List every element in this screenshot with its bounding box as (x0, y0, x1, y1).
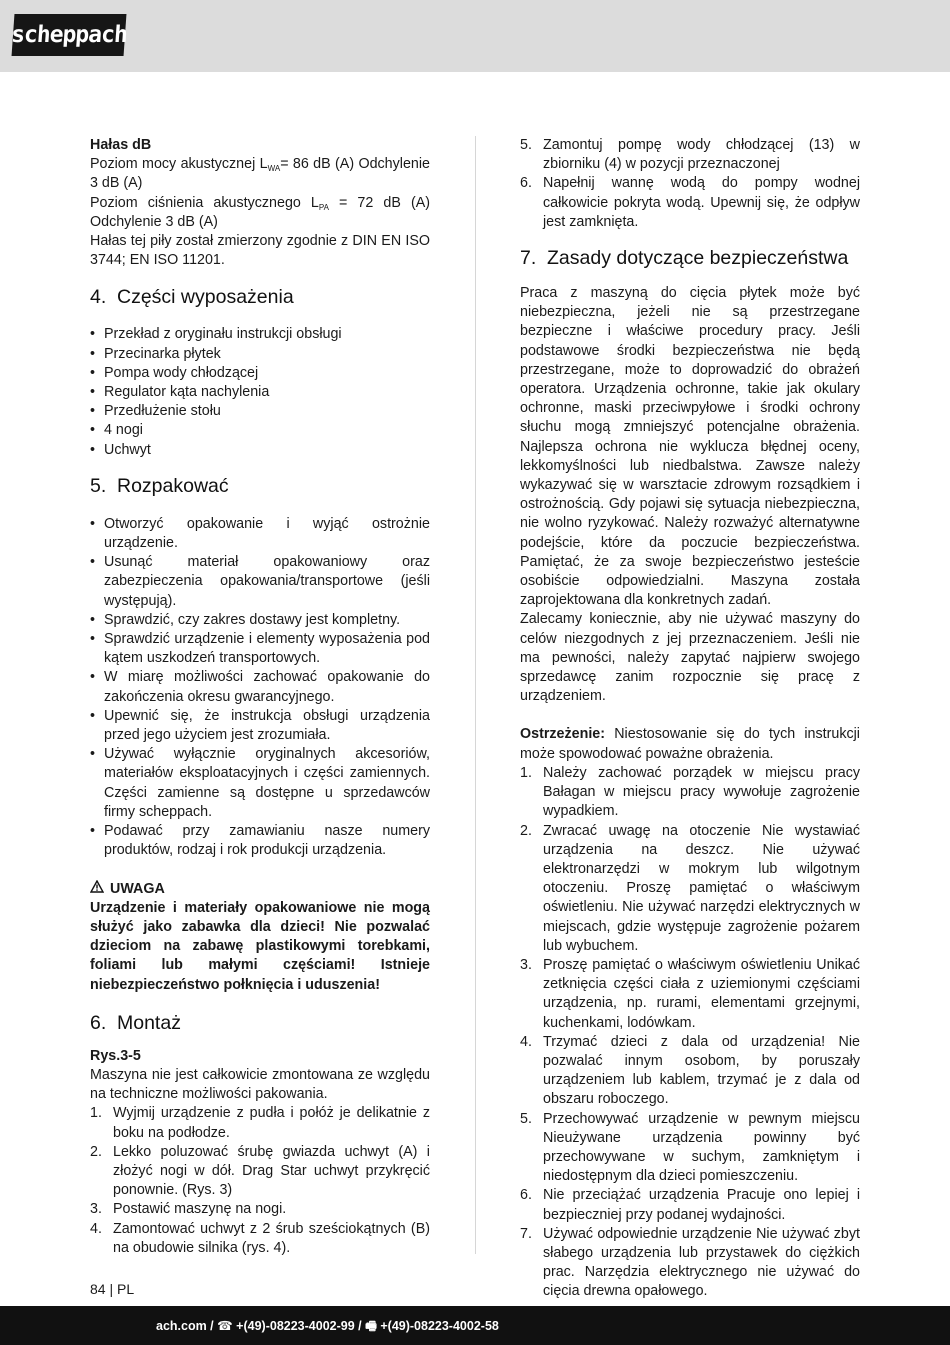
list-item: • Przekład z oryginału instrukcji obsługi (90, 325, 430, 344)
list-item: 7. Używać odpowiednie urządzenie Nie używać zbyt słabego urządzenia lub przystawek do ciężkich prac. Narzędzia elektrycznego nie używać do cięcia drewna opałowego. (520, 1225, 860, 1300)
list-item: • Sprawdzić urządzenie i elementy wyposażenia pod kątem uszkodzeń transportowych. (90, 630, 430, 668)
list-item: 3. Postawić maszynę na nogi. (90, 1201, 287, 1218)
list-item: • Otworzyć opakowanie i wyjąć ostrożnie urządzenie. (90, 515, 430, 553)
safety-paragraph-2: Zalecamy koniecznie, aby nie używać maszyny do celów niezgodnych z jej przeznaczeniem. Jeśli nie ma pewności, należy zapytać najpierw swojego sprzedawcę zanim rozpocznie się pracę z urządzeniem. (520, 611, 860, 705)
list-item: 5. Zamontuj pompę wody chłodzącej (13) w zbiorniku (4) w pozycji przeznaczonej (520, 137, 860, 173)
page-number: 84 | PL (90, 1281, 135, 1297)
section-6-heading: 6. Montaż (90, 1011, 181, 1034)
section-6-intro: Maszyna nie jest całkowicie zmontowana ze względu na techniczne możliwości pakowania. (90, 1066, 430, 1103)
assembly-steps-right (520, 136, 860, 232)
noise-lwa: Poziom mocy akustycznej $L_{WA}= 86$ dB (A) Odchylenie 3 dB (A) (90, 156, 430, 192)
list-item: 3. Proszę pamiętać o właściwym oświetleniu Unikać zetknięcia części ciała z uziemionymi częściami urządzenia, np. rurami, elementami grzejnymi, kuchenkami, lodówkam. (520, 956, 860, 1031)
list-item: • Sprawdzić, czy zakres dostawy jest kompletny. (90, 611, 430, 630)
list-item: • Przecinarka płytek (90, 345, 430, 364)
warning-block (90, 880, 430, 995)
right-column (520, 136, 860, 1302)
noise-title: Hałas dB (90, 137, 152, 153)
noise-block (90, 136, 430, 270)
page-footer (0, 1306, 950, 1345)
list-item: • Pompa wody chłodzącej (90, 364, 430, 383)
list-item: 2. Zwracać uwagę na otoczenie Nie wystawiać urządzenia na deszcz. Nie używać elektronarzędzi w mokrym lub wilgotnym otoczeniu. Proszę pamiętać o właściwym oświetleniu. Nie używać narzędzi elektrycznych w miejscach, gdzie występuje zagrożenie pożarem lub wybuchem. (520, 822, 860, 954)
list-item: • W miarę możliwości zachować opakowanie do zakończenia okresu gwarancyjnego. (90, 668, 430, 706)
section-5-heading: 5. Rozpakować (90, 474, 229, 497)
left-column (90, 136, 430, 1258)
list-item: 1. Wyjmij urządzenie z pudła i połóż je delikatnie z boku na podłodze. (90, 1105, 430, 1141)
list-item: 4. Zamontować uchwyt z 2 śrub sześciokątnych (B) na obudowie silnika (rys. 4). (90, 1220, 430, 1256)
safety-rules-list (520, 764, 860, 1302)
list-item: • Uchwyt (90, 441, 430, 460)
noise-lpa: Poziom ciśnienia akustycznego $L_{PA} = 72$ dB (A) Odchylenie 3 dB (A) (90, 194, 431, 230)
list-item: • Przedłużenie stołu (90, 402, 430, 421)
assembly-steps-left (90, 1104, 430, 1258)
section-5-list (90, 515, 430, 861)
list-item: 6. Nie przeciążać urządzenia Pracuje ono lepiej i bezpieczniej przy podanej wydajności. (520, 1187, 860, 1223)
footer-contact: ach.com / ☎ +(49)-08223-4002-99 / 🖷 +(49)-08223-4002-58 (156, 1319, 499, 1333)
list-item: • Regulator kąta nachylenia (90, 383, 430, 402)
section-4-list (90, 325, 430, 459)
warning-heading: UWAGA (90, 880, 430, 899)
section-4-heading: 4. Części wyposażenia (90, 286, 294, 309)
section-7-heading: 7. Zasady dotyczące bezpieczeństwa (520, 247, 849, 270)
warning-text: Urządzenie i materiały opakowaniowe nie mogą służyć jako zabawka dla dzieci! Nie pozwalać dzieciom na zabawę plastikowymi torebkami, foliami lub małymi częściami! Istnieje niebezpieczeństwo połknięcia i uduszenia! (90, 899, 430, 993)
list-item: 5. Przechowywać urządzenie w pewnym miejscu Nieużywane urządzenia powinny być przechowywane w suchym, zamkniętym i niedostępnym dla dzieci pomieszczeniu. (520, 1110, 860, 1185)
safety-caution: Ostrzeżenie: Niestosowanie się do tych instrukcji może spowodować poważne obrażenia. (520, 726, 860, 762)
list-item: • 4 nogi (90, 421, 430, 440)
figure-reference: Rys.3-5 (90, 1047, 141, 1064)
column-divider (475, 136, 476, 1254)
list-item: 4. Trzymać dzieci z dala od urządzenia! Nie pozwalać innym osobom, by poruszały urządzeniem lub kablem, trzymać je z dala od obszaru roboczego. (520, 1033, 860, 1108)
list-item: • Używać wyłącznie oryginalnych akcesoriów, materiałów eksploatacyjnych i części zamiennych. Części zamienne są dostępne u sprzedawców firmy scheppach. (90, 745, 430, 822)
list-item: 2. Lekko poluzować śrubę gwiazda uchwyt (A) i złożyć nogi w dół. Drag Star uchwyt przykręcić ponownie. (Rys. 3) (90, 1143, 430, 1199)
noise-note: Hałas tej piły został zmierzony zgodnie z DIN EN ISO 3744; EN ISO 11201. (90, 233, 430, 269)
list-item: • Podawać przy zamawianiu nasze numery produktów, rodzaj i rok produkcji urządzenia. (90, 822, 430, 860)
scheppach-logo: scheppach (12, 14, 127, 56)
page-header (0, 0, 950, 72)
warning-triangle-icon (90, 880, 104, 899)
list-item: • Usunąć materiał opakowaniowy oraz zabezpieczenia opakowania/transportowe (jeśli występują). (90, 553, 430, 611)
list-item: 6. Napełnij wannę wodą do pompy wodnej całkowicie pokryta wodą. Upewnij się, że odpływ jest zamknięta. (520, 175, 860, 230)
safety-paragraph-1: Praca z maszyną do cięcia płytek może być niebezpieczna, jeżeli nie są przestrzegane bezpieczne i właściwe procedury pracy. Jeśli podstawowe środki bezpieczeństwa nie będą przestrzegane, może to doprowadzić do obrażeń operatora. Urządzenia ochronne, takie jak okulary ochronne, maski przeciwpyłowe i środki ochrony słuchu mogą zmniejszyć potencjalne obrażenia. Najlepsza ochrona nie wyklucza błędnej oceny, lekkomyślności lub niedbalstwa. Zawsze należy wykazywać się w warsztacie zdrowym rozsądkiem i ostrożnością. Gdy pojawi się sytuacja niebezpieczna, nie wolno ryzykować. Należy rozważyć alternatywne podejście, które da poczucie bezpieczeństwa. Pamiętać, że za swoje bezpieczeństwo jesteście osobiście odpowiedzialni. Maszyna została zaprojektowana dla konkretnych zadań. (520, 285, 860, 609)
list-item: • Upewnić się, że instrukcja obsługi urządzenia przed jego użyciem jest zrozumiała. (90, 707, 430, 745)
list-item: 1. Należy zachować porządek w miejscu pracy Bałagan w miejscu pracy wywołuje zagrożenie wypadkiem. (520, 764, 860, 820)
